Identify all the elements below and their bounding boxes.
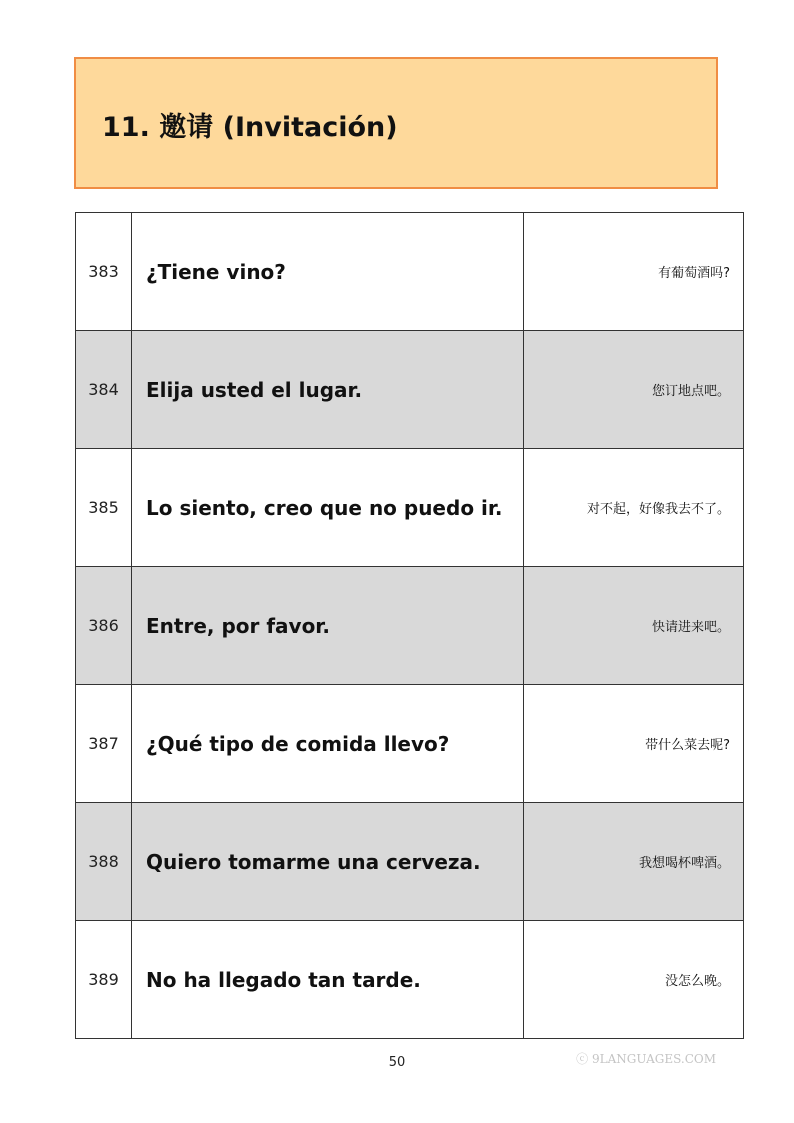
table-row xyxy=(76,685,744,803)
table-row xyxy=(76,331,744,449)
chinese-translation: 快请进来吧。 xyxy=(524,567,744,685)
page-number: 50 xyxy=(388,1055,406,1070)
spanish-phrase: ¿Tiene vino? xyxy=(132,213,524,331)
chinese-translation: 有葡萄酒吗? xyxy=(524,213,744,331)
phrase-number: 385 xyxy=(76,449,132,567)
section-title-box xyxy=(74,57,718,189)
spanish-phrase: Entre, por favor. xyxy=(132,567,524,685)
table-row xyxy=(76,567,744,685)
table-row xyxy=(76,803,744,921)
chinese-translation: 您订地点吧。 xyxy=(524,331,744,449)
spanish-phrase: Lo siento, creo que no puedo ir. xyxy=(132,449,524,567)
table-row xyxy=(76,213,744,331)
phrase-number: 389 xyxy=(76,921,132,1039)
chinese-translation: 带什么菜去呢? xyxy=(524,685,744,803)
section-title: 11. 邀请 (Invitación) xyxy=(102,112,398,143)
phrase-table xyxy=(75,212,744,1039)
chinese-translation: 没怎么晚。 xyxy=(524,921,744,1039)
copyright-watermark: ⓒ 9LANGUAGES.COM xyxy=(576,1052,716,1066)
spanish-phrase: Elija usted el lugar. xyxy=(132,331,524,449)
table-row xyxy=(76,921,744,1039)
phrase-number: 388 xyxy=(76,803,132,921)
spanish-phrase: ¿Qué tipo de comida llevo? xyxy=(132,685,524,803)
table-row xyxy=(76,449,744,567)
chinese-translation: 对不起，好像我去不了。 xyxy=(524,449,744,567)
phrase-number: 384 xyxy=(76,331,132,449)
spanish-phrase: No ha llegado tan tarde. xyxy=(132,921,524,1039)
phrase-number: 387 xyxy=(76,685,132,803)
spanish-phrase: Quiero tomarme una cerveza. xyxy=(132,803,524,921)
chinese-translation: 我想喝杯啤酒。 xyxy=(524,803,744,921)
phrase-number: 383 xyxy=(76,213,132,331)
phrase-number: 386 xyxy=(76,567,132,685)
